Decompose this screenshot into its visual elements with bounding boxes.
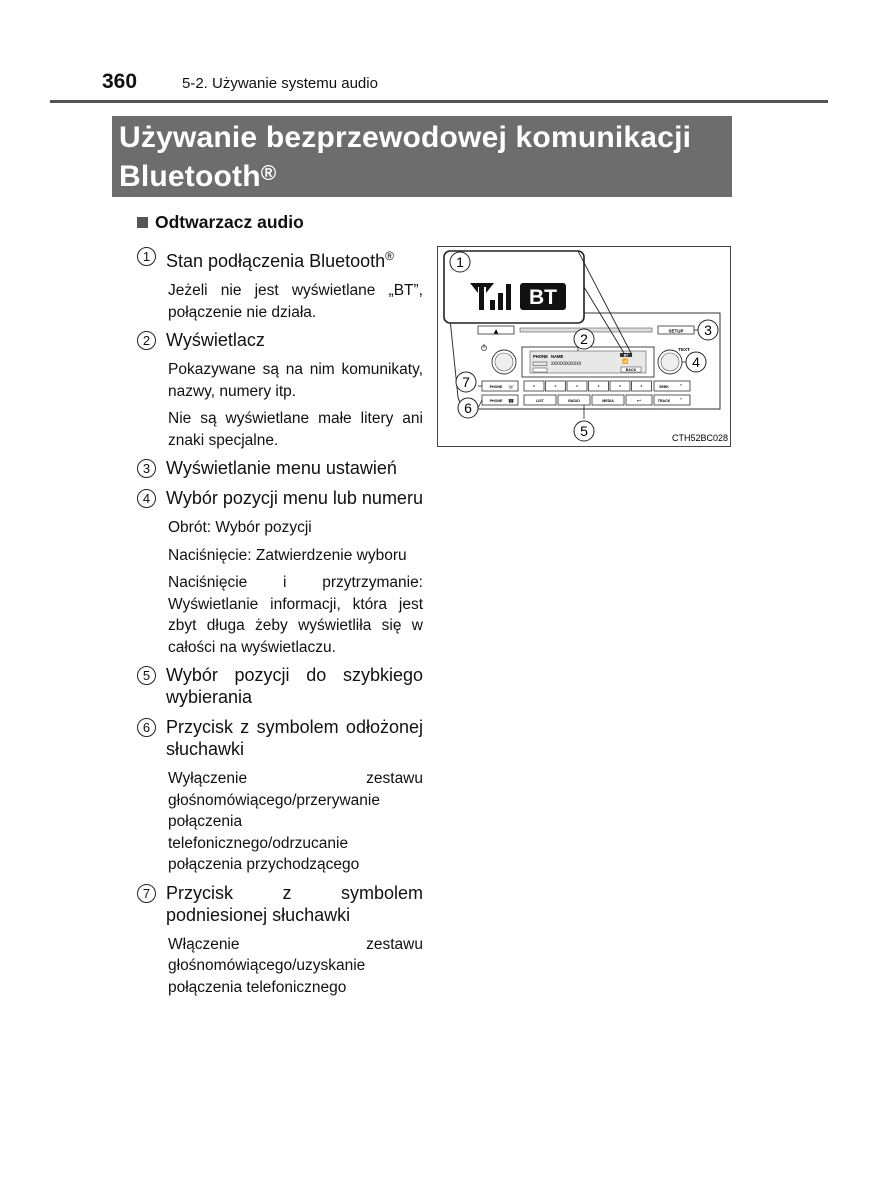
svg-text:7: 7 <box>462 374 470 390</box>
svg-text:6: 6 <box>464 400 472 416</box>
back-arrow-icon: ↩ <box>636 398 642 405</box>
item-label: Przycisk z symbolem podniesionej słuchawki <box>166 882 423 925</box>
subheading <box>137 212 423 233</box>
item-number-badge: 7 <box>137 884 156 903</box>
svg-text:RADIO: RADIO <box>568 399 580 403</box>
item-number-badge: 6 <box>137 718 156 737</box>
square-bullet-icon <box>137 217 148 228</box>
page-header <box>98 70 828 102</box>
callout-7 <box>456 372 476 392</box>
svg-text:5: 5 <box>580 423 588 439</box>
svg-text:PHONE: PHONE <box>489 399 503 403</box>
callout-2 <box>574 329 594 349</box>
list-item <box>137 329 423 351</box>
callout-5 <box>574 421 594 441</box>
item-description: Pokazywane są na nim komunikaty, nazwy, numery itp. <box>168 361 423 400</box>
svg-text:4: 4 <box>692 354 700 370</box>
item-number-badge: 1 <box>137 247 156 266</box>
preset-dot <box>619 385 621 387</box>
svg-text:BT: BT <box>623 353 629 358</box>
lcd-phone-label: PHONE <box>533 354 548 359</box>
svg-text:SEEK: SEEK <box>659 385 669 389</box>
item-description: Obrót: Wybór pozycji <box>168 519 312 536</box>
list-item <box>137 716 423 760</box>
item-description: Naciśnięcie i przytrzymanie: Wyświetlanie informacji, która jest zbyt długa żeby wyświetliła się w całości na wyświetlaczu. <box>168 574 423 656</box>
item-number-badge: 3 <box>137 459 156 478</box>
title-registered-mark: ® <box>260 162 277 185</box>
item-label: Wyświetlacz <box>166 330 265 350</box>
registered-mark: ® <box>385 249 395 263</box>
pickup-handset-icon: ☏ <box>507 384 515 391</box>
list-item <box>137 487 423 509</box>
callout-6 <box>458 398 478 418</box>
item-label: Wybór pozycji menu lub numeru <box>166 488 423 508</box>
list-item <box>137 457 423 479</box>
item-description: Wyłączenie zestawu głośnomówiącego/przerywanie połączenia telefonicznego/odrzucanie połączenia przychodzącego <box>168 770 423 873</box>
svg-text:PHONE: PHONE <box>489 385 503 389</box>
lcd-signal-icon: 📶 <box>622 359 629 365</box>
callout-3 <box>698 320 718 340</box>
track-down-icon: ˅ <box>679 398 683 405</box>
header-rule <box>50 100 828 103</box>
hangup-handset-icon: ☎ <box>507 398 515 405</box>
item-description: Włączenie zestawu głośnomówiącego/uzyskanie połączenia telefonicznego <box>168 935 423 996</box>
content-column <box>137 212 423 1004</box>
audio-unit-figure <box>437 246 731 447</box>
eject-icon: ▲ <box>493 328 499 335</box>
callout-4 <box>686 352 706 372</box>
svg-text:BACK: BACK <box>625 368 637 372</box>
bt-icon-label: BT <box>529 286 557 309</box>
setup-label: SETUP <box>668 328 684 334</box>
title-line-1: Używanie bezprzewodowej komunikacji <box>119 121 692 154</box>
preset-dot <box>555 385 557 387</box>
svg-text:2: 2 <box>580 331 588 347</box>
item-label: Przycisk z symbolem odłożonej słuchawki <box>166 717 423 759</box>
audio-unit-illustration <box>438 247 730 446</box>
lcd-name-label: NAME <box>551 354 564 359</box>
item-label: Wyświetlanie menu ustawień <box>166 458 397 478</box>
svg-text:LIST: LIST <box>536 399 544 403</box>
item-label: Stan podłączenia Bluetooth® <box>166 249 395 271</box>
svg-text:MEDIA: MEDIA <box>602 399 614 403</box>
subheading-text: Odtwarzacz audio <box>155 212 304 232</box>
item-description: Jeżeli nie jest wyświetlane „BT”, połączenie nie działa. <box>168 282 423 321</box>
lcd-number: XXXXXXXXXXXX <box>551 361 582 366</box>
preset-dot <box>533 385 535 387</box>
section-label: 5-2. Używanie systemu audio <box>182 75 378 92</box>
preset-dot <box>598 385 600 387</box>
callout-1 <box>450 252 470 272</box>
figure-code: CTH52BC028 <box>671 433 728 443</box>
seek-up-icon: ˄ <box>679 384 683 391</box>
svg-text:TRACK: TRACK <box>657 399 671 403</box>
svg-text:3: 3 <box>704 322 712 338</box>
item-description: Nie są wyświetlane małe litery ani znaki specjalne. <box>168 410 423 449</box>
svg-text:1: 1 <box>456 254 464 270</box>
preset-dot <box>641 385 643 387</box>
page-number: 360 <box>102 70 138 93</box>
list-item <box>137 245 423 272</box>
text-label: TEXT <box>678 347 690 352</box>
list-item <box>137 664 423 708</box>
item-label: Wybór pozycji do szybkiego wybierania <box>166 665 423 707</box>
item-number-badge: 5 <box>137 666 156 685</box>
page-title <box>112 116 732 197</box>
item-list <box>137 245 423 998</box>
preset-dot <box>576 385 578 387</box>
list-item <box>137 882 423 926</box>
item-number-badge: 4 <box>137 489 156 508</box>
title-line-2: Bluetooth <box>119 160 261 193</box>
item-number-badge: 2 <box>137 331 156 350</box>
item-description: Naciśnięcie: Zatwierdzenie wyboru <box>168 546 407 564</box>
